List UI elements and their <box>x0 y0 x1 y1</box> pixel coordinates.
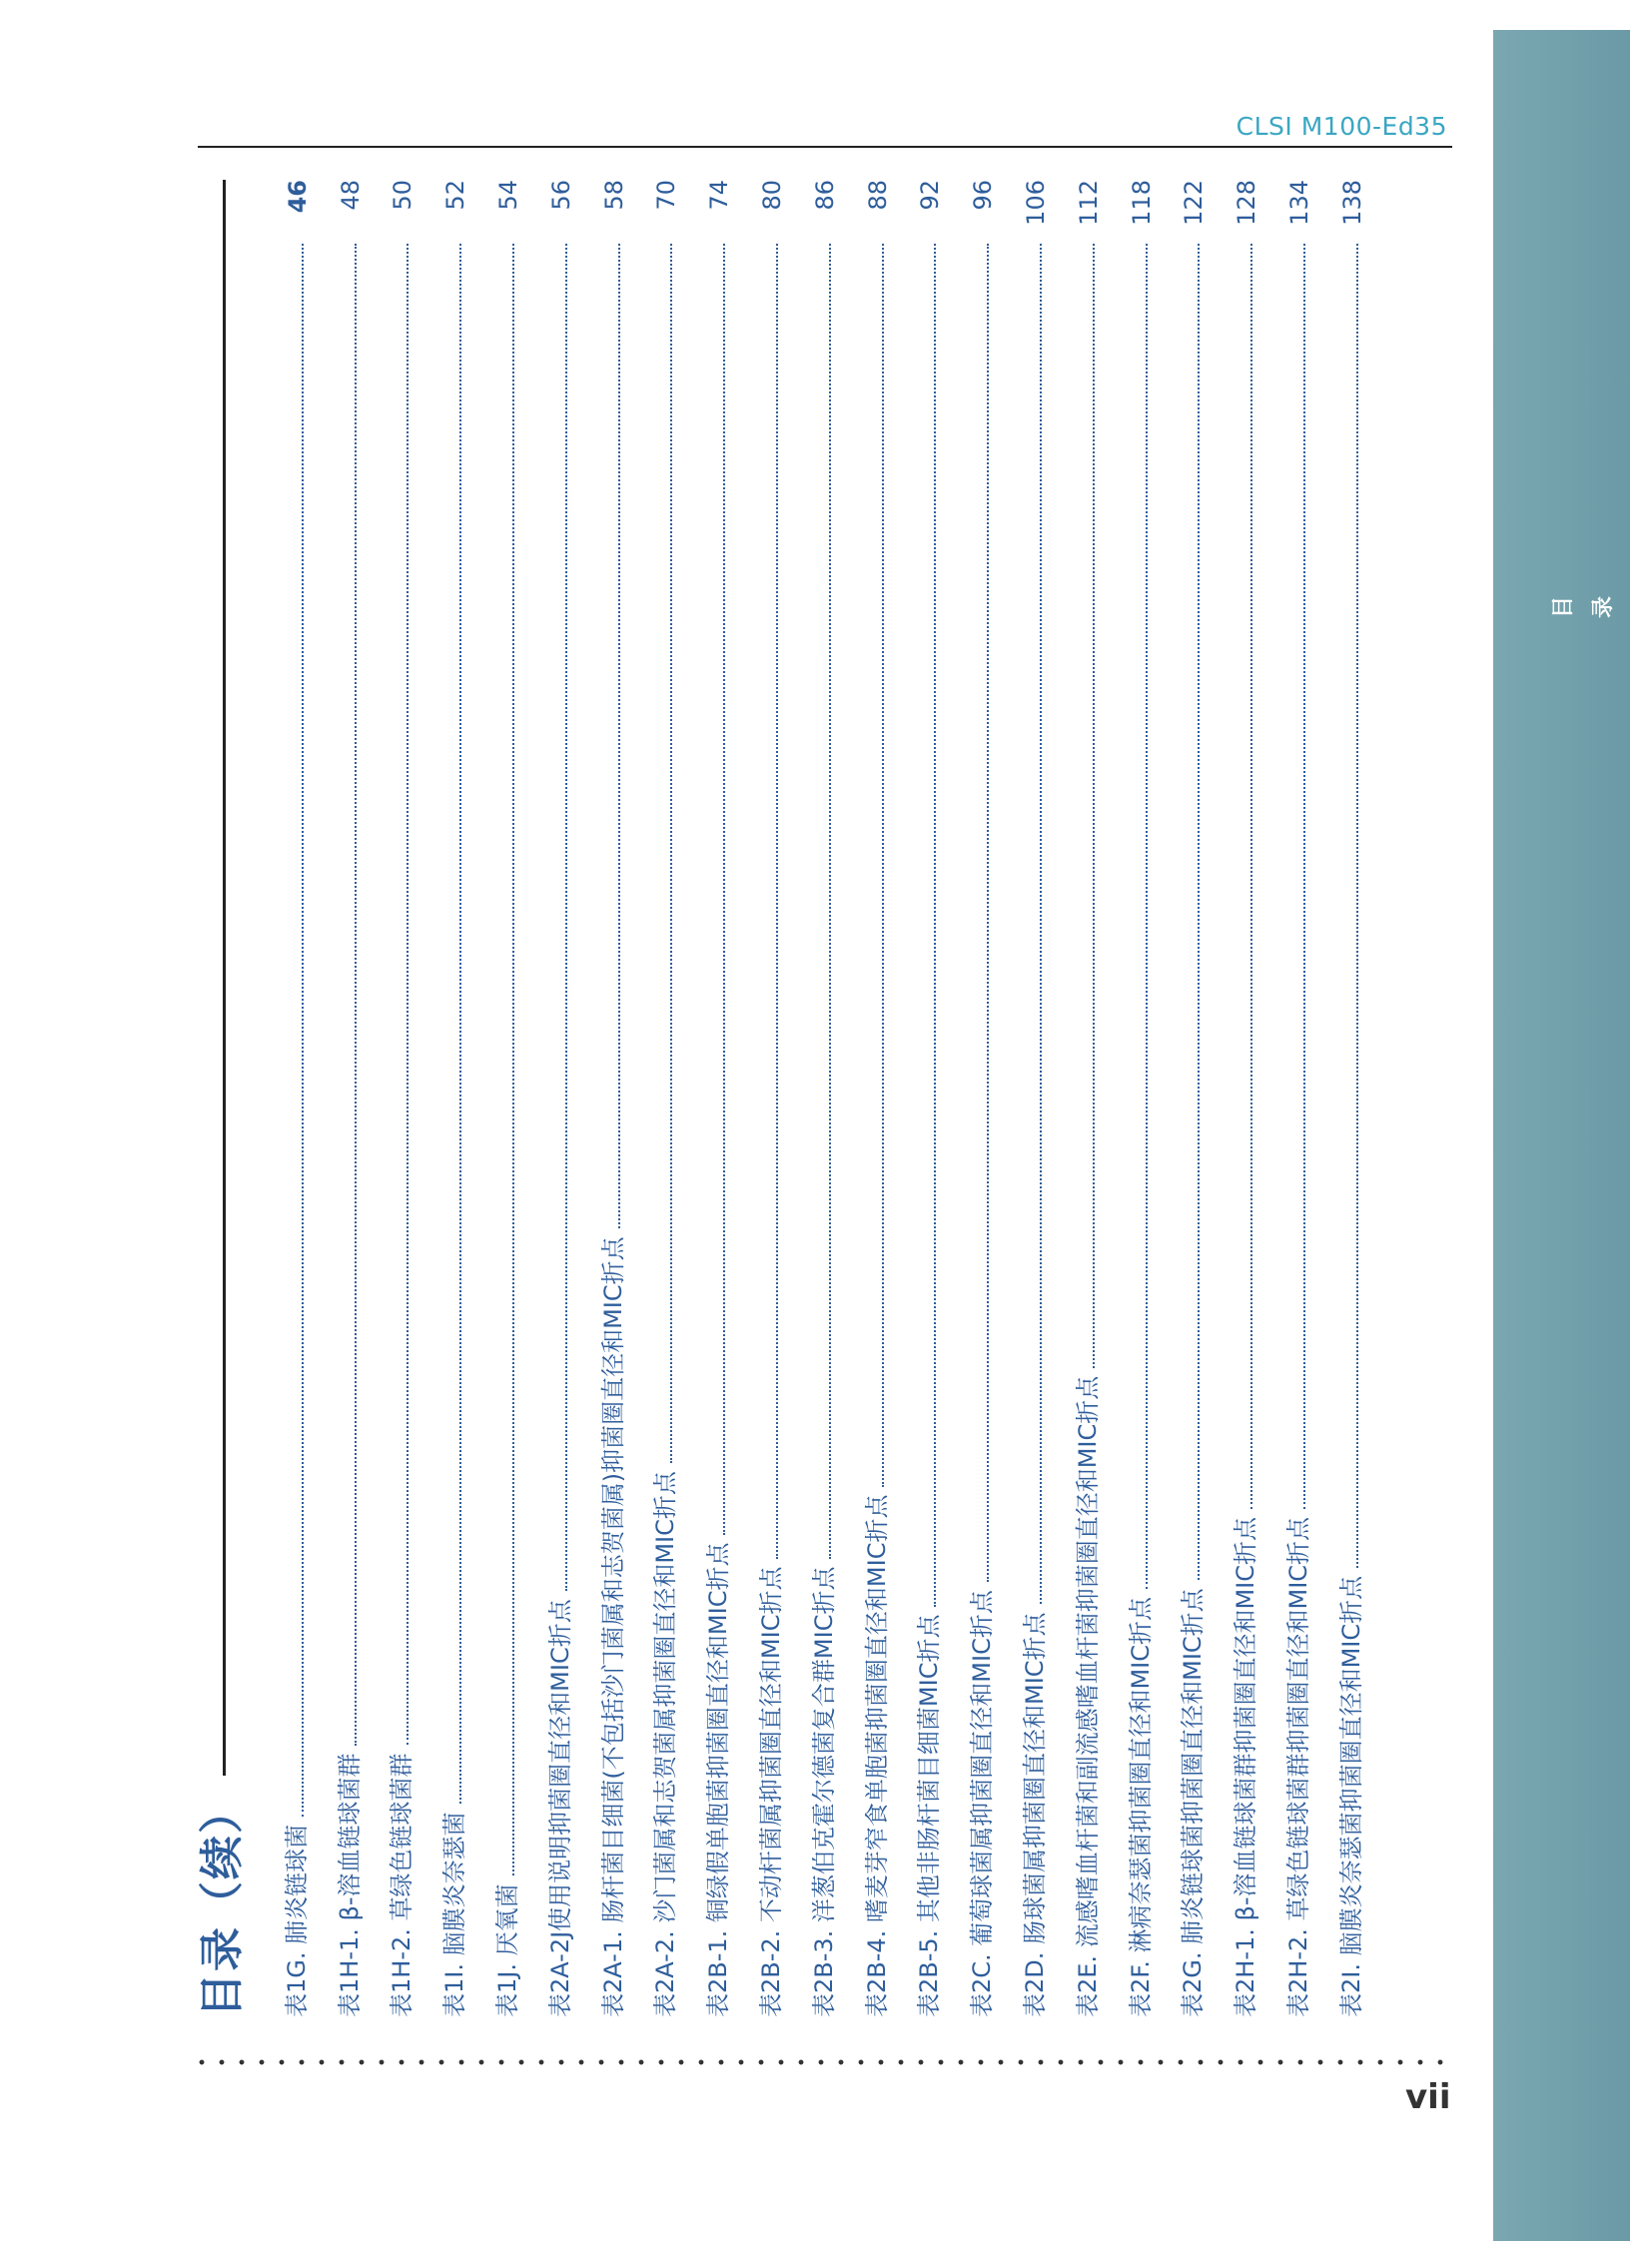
toc-leader-dots <box>882 244 884 1487</box>
toc-entry[interactable] <box>1103 180 1156 2017</box>
toc-entry-page: 112 <box>1074 180 1103 226</box>
toc-leader-dots <box>987 244 989 1582</box>
toc-leader-dots <box>1040 244 1042 1604</box>
toc-entry[interactable] <box>469 180 522 2017</box>
toc-entry-label: 表2H-1. β-溶血链球菌群抑菌圈直径和MIC折点 <box>1232 1516 1260 2017</box>
toc-entry-label: 表1J. 厌氧菌 <box>492 1883 521 2017</box>
toc-entry-label: 表2C. 葡萄球菌属抑菌圈直径和MIC折点 <box>968 1590 997 2017</box>
toc-entry-label: 表2B-1. 铜绿假单胞菌抑菌圈直径和MIC折点 <box>704 1542 733 2017</box>
toc-entry-page: 96 <box>969 180 998 211</box>
toc-leader-dots <box>934 244 936 1607</box>
toc-leader-dots <box>459 244 461 1804</box>
toc-entry[interactable] <box>839 180 892 2017</box>
toc-entry-label: 表2I. 脑膜炎奈瑟菌抑菌圈直径和MIC折点 <box>1336 1575 1365 2017</box>
toc-entry[interactable] <box>365 180 417 2017</box>
toc-entry-label: 表2D. 肠球菌属抑菌圈直径和MIC折点 <box>1020 1612 1049 2017</box>
toc-leader-dots <box>1146 244 1148 1589</box>
toc-entry-label: 表2B-5. 其他非肠杆菌目细菌MIC折点 <box>915 1614 944 2017</box>
toc-entry-page: 86 <box>810 180 839 211</box>
toc-entry[interactable] <box>786 180 839 2017</box>
header-divider <box>198 146 1452 148</box>
toc-leader-dots <box>512 244 514 1875</box>
page-number: vii <box>1405 2077 1451 2117</box>
table-of-contents <box>193 180 1366 2017</box>
toc-entry-page: 128 <box>1233 180 1261 226</box>
toc-entry-page: 138 <box>1337 180 1366 226</box>
toc-entry[interactable] <box>575 180 628 2017</box>
toc-entry[interactable] <box>628 180 681 2017</box>
toc-entry-page: 52 <box>441 180 470 211</box>
toc-entry[interactable] <box>997 180 1050 2017</box>
toc-leader-dots <box>1250 244 1252 1509</box>
toc-entry-page: 134 <box>1284 180 1313 226</box>
toc-leader-dots <box>1356 244 1358 1568</box>
toc-title: 目录（续） <box>193 1776 253 2017</box>
toc-entry[interactable] <box>733 180 786 2017</box>
toc-leader-dots <box>618 244 620 1228</box>
toc-leader-dots <box>302 244 304 1817</box>
toc-entry-page: 50 <box>389 180 417 211</box>
toc-entry[interactable] <box>1050 180 1103 2017</box>
toc-leader-dots <box>1093 244 1095 1368</box>
toc-entry-page: 122 <box>1180 180 1209 226</box>
toc-entry[interactable] <box>416 180 469 2017</box>
toc-entry-label: 表2E. 流感嗜血杆菌和副流感嗜血杆菌抑菌圈直径和MIC折点 <box>1073 1375 1102 2017</box>
toc-entry-label: 表1G. 肺炎链球菌 <box>282 1824 311 2017</box>
toc-leader-dots <box>1303 244 1305 1509</box>
toc-entry-page: 118 <box>1127 180 1156 226</box>
toc-leader-dots <box>829 244 831 1559</box>
toc-entry-label: 表2A-2. 沙门菌属和志贺菌属抑菌圈直径和MIC折点 <box>651 1471 680 2017</box>
toc-entry-page: 56 <box>546 180 575 211</box>
toc-list <box>259 180 1366 2017</box>
toc-entry[interactable] <box>1260 180 1313 2017</box>
toc-entry-label: 表2F. 淋病奈瑟菌抑菌圈直径和MIC折点 <box>1126 1596 1155 2017</box>
toc-leader-dots <box>723 244 725 1535</box>
toc-entry-page: 58 <box>599 180 628 211</box>
toc-entry[interactable] <box>892 180 945 2017</box>
toc-entry-page: 106 <box>1021 180 1050 226</box>
toc-entry[interactable] <box>1156 180 1209 2017</box>
toc-entry[interactable] <box>944 180 997 2017</box>
toc-entry-page: 46 <box>283 180 312 214</box>
toc-entry-label: 表2H-2. 草绿色链球菌群抑菌圈直径和MIC折点 <box>1283 1516 1312 2017</box>
toc-leader-dots <box>355 244 357 1746</box>
toc-entry[interactable] <box>1313 180 1366 2017</box>
toc-leader-dots <box>670 244 672 1463</box>
toc-entry-label: 表2B-4. 嗜麦芽窄食单胞菌抑菌圈直径和MIC折点 <box>862 1494 891 2017</box>
toc-entry-label: 表2B-3. 洋葱伯克霍尔德菌复合群MIC折点 <box>809 1566 838 2017</box>
toc-entry-label: 表2G. 肺炎链球菌抑菌圈直径和MIC折点 <box>1179 1588 1208 2017</box>
toc-entry-page: 70 <box>652 180 681 211</box>
toc-leader-dots <box>407 244 409 1745</box>
toc-entry[interactable] <box>522 180 575 2017</box>
toc-entry-label: 表2A-2J使用说明抑菌圈直径和MIC折点 <box>545 1599 574 2017</box>
toc-leader-dots <box>1198 244 1200 1580</box>
toc-entry-label: 表1H-2. 草绿色链球菌群 <box>388 1753 416 2017</box>
toc-entry-page: 74 <box>705 180 734 211</box>
toc-entry-page: 54 <box>493 180 522 211</box>
toc-entry-label: 表1I. 脑膜炎奈瑟菌 <box>440 1812 469 2017</box>
toc-entry[interactable] <box>1208 180 1260 2017</box>
toc-entry-label: 表2B-2. 不动杆菌属抑菌圈直径和MIC折点 <box>756 1566 785 2017</box>
toc-entry[interactable] <box>259 180 312 2017</box>
toc-entry-page: 80 <box>757 180 786 211</box>
toc-entry-page: 48 <box>336 180 365 211</box>
toc-entry-page: 92 <box>916 180 945 211</box>
toc-entry-label: 表1H-1. β-溶血链球菌群 <box>335 1753 364 2017</box>
side-tab-label: 目录 <box>1551 596 1616 619</box>
side-tab-bar <box>1493 30 1630 2241</box>
footer-dot-divider <box>192 2059 1452 2065</box>
toc-entry[interactable] <box>312 180 365 2017</box>
toc-entry-label: 表2A-1. 肠杆菌目细菌(不包括沙门菌属和志贺菌属)抑菌圈直径和MIC折点 <box>598 1236 627 2017</box>
toc-leader-dots <box>776 244 778 1559</box>
toc-entry[interactable] <box>680 180 733 2017</box>
toc-title-rule <box>223 180 226 2017</box>
toc-entry-page: 88 <box>863 180 892 211</box>
document-code: CLSI M100-Ed35 <box>1236 112 1447 141</box>
toc-leader-dots <box>565 244 567 1591</box>
